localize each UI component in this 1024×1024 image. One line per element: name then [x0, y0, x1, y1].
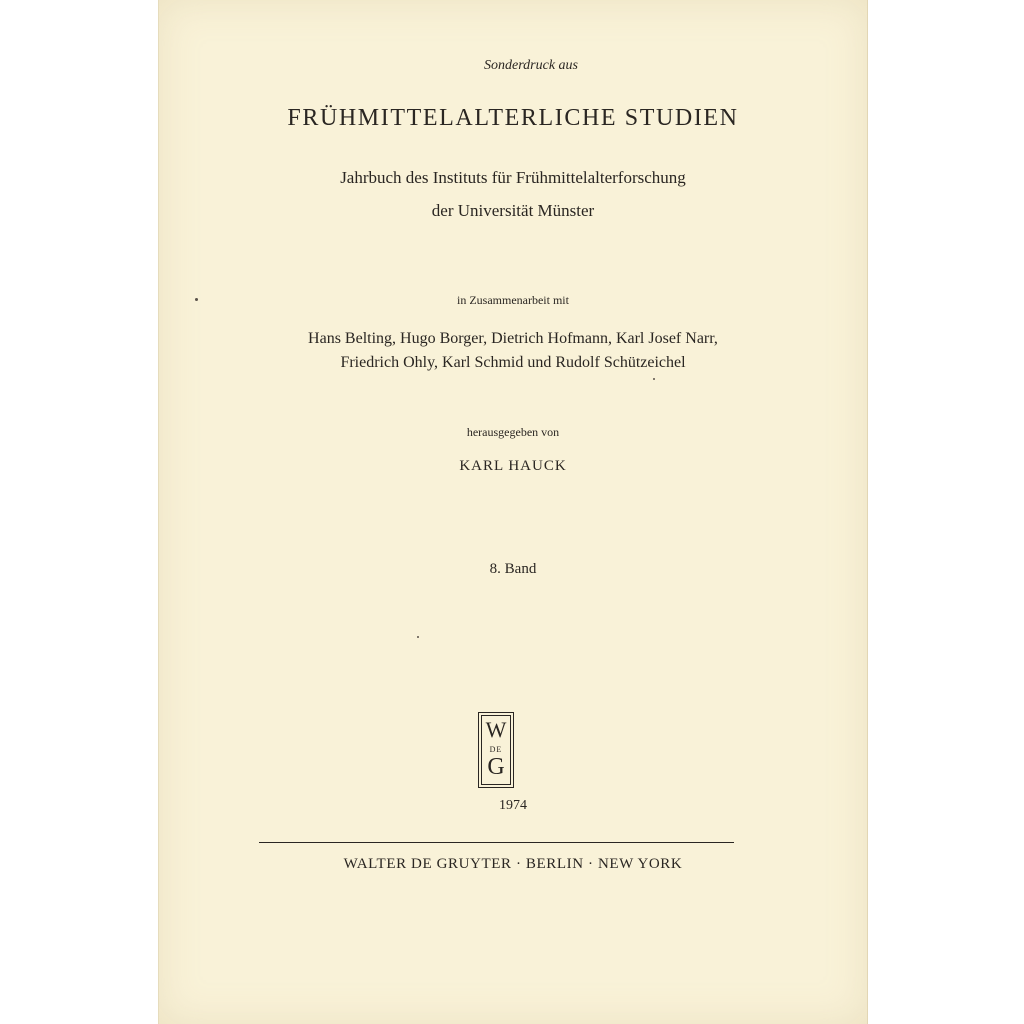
publisher-logo-de: DE — [489, 745, 503, 754]
paper-speck — [653, 378, 655, 380]
editor-name: KARL HAUCK — [459, 458, 567, 474]
publisher-imprint: WALTER DE GRUYTER · BERLIN · NEW YORK — [343, 856, 683, 872]
publication-year: 1974 — [499, 798, 527, 813]
title-page — [158, 0, 868, 1024]
volume-number: 8. Band — [489, 561, 537, 577]
publisher-logo-w: W — [485, 717, 507, 742]
publisher-logo — [478, 712, 514, 788]
editor-label: herausgegeben von — [466, 425, 560, 439]
journal-subtitle-line-1: Jahrbuch des Instituts für Frühmittelalterforschung — [340, 168, 686, 187]
cooperation-label: in Zusammenarbeit mit — [457, 293, 569, 307]
paper-speck — [195, 298, 198, 301]
publisher-logo-g: G — [487, 754, 505, 780]
journal-title: FRÜHMITTELALTERLICHE STUDIEN — [287, 105, 739, 131]
offprint-label: Sonderdruck aus — [484, 58, 578, 73]
contributors-line-1: Hans Belting, Hugo Borger, Dietrich Hofmann, Karl Josef Narr, — [308, 330, 718, 347]
horizontal-rule — [259, 842, 734, 843]
paper-speck — [417, 636, 419, 638]
contributors-line-2: Friedrich Ohly, Karl Schmid und Rudolf Schützeichel — [340, 354, 686, 371]
journal-subtitle-line-2: der Universität Münster — [431, 201, 595, 220]
